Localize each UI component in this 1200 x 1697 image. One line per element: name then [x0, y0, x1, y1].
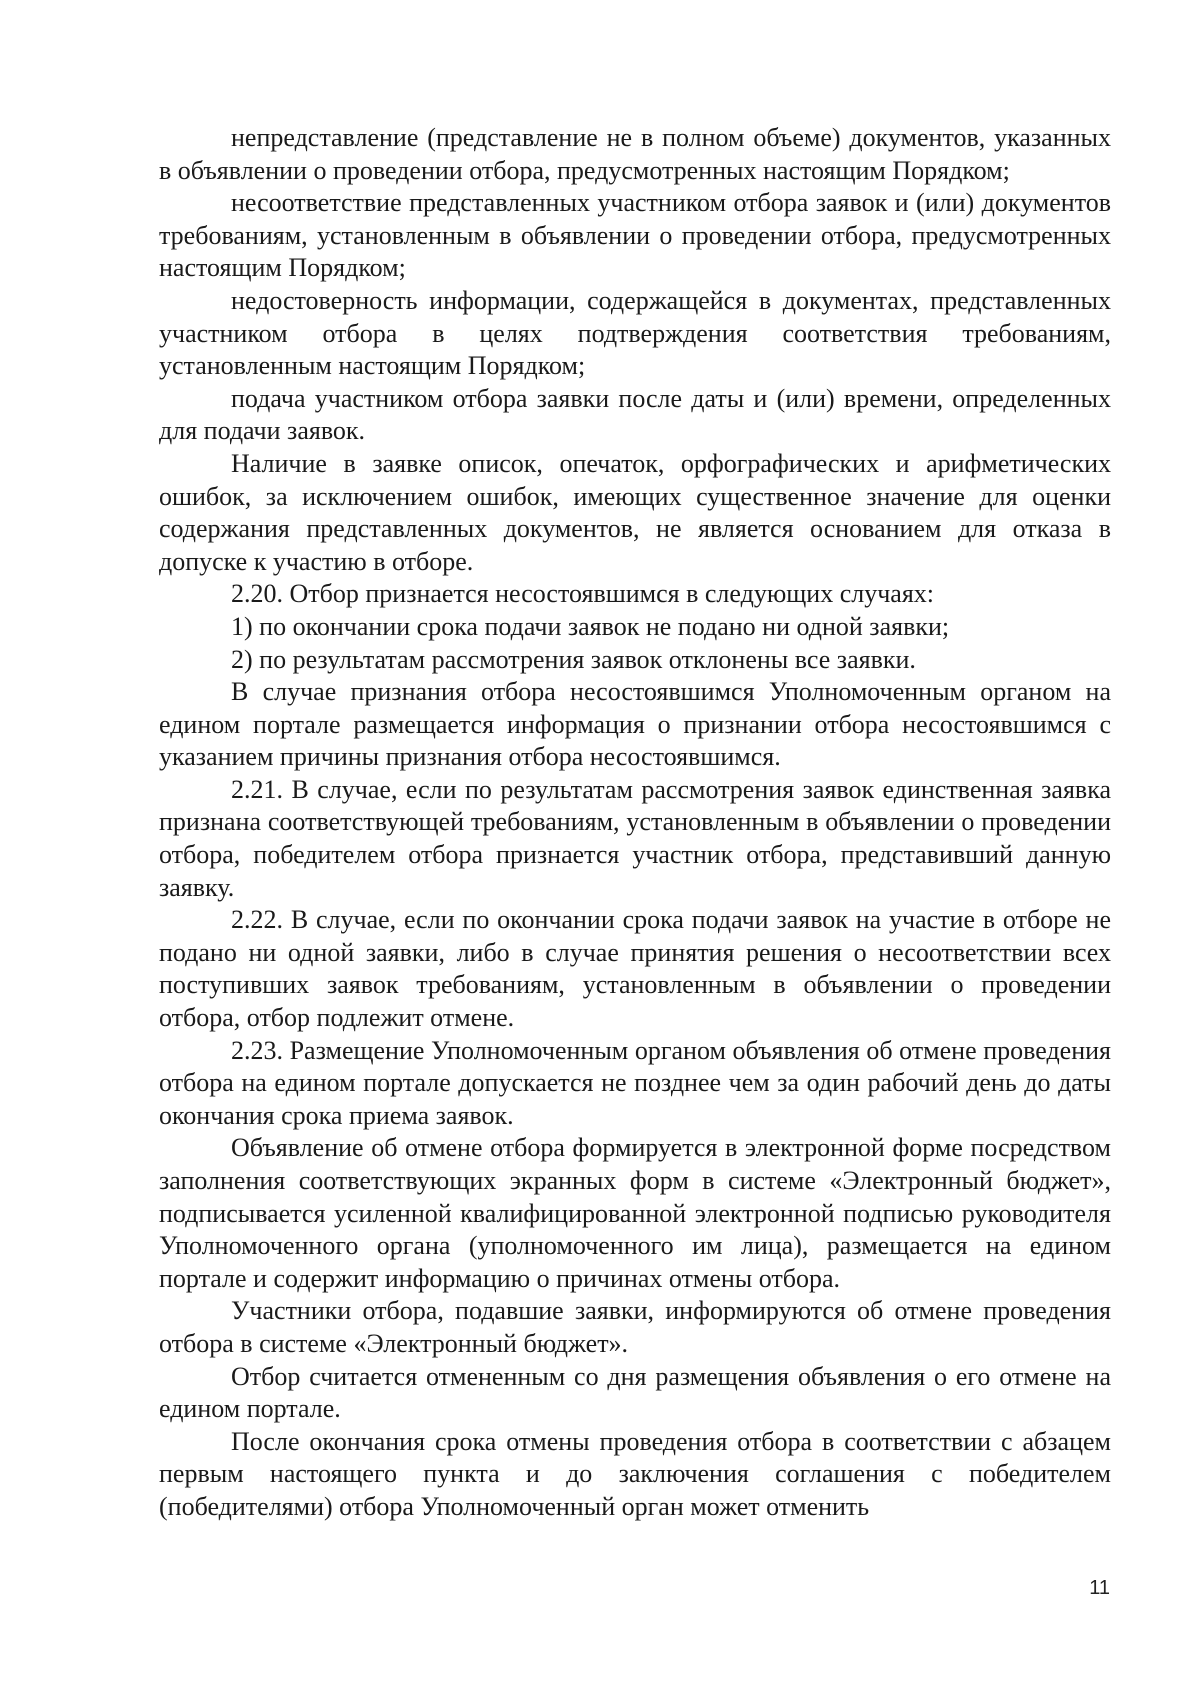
page-number: 11 [1089, 1577, 1110, 1599]
paragraph-typos: Наличие в заявке описок, опечаток, орфографических и арифметических ошибок, за исключением ошибок, имеющих существенное значение для оценки содержания представленных документов, не является основанием для отказа в допуске к участию в отборе. [159, 448, 1111, 576]
paragraph-unreliable-info: недостоверность информации, содержащейся в документах, представленных участником отбора в целях подтверждения соответствия требованиям, установленным настоящим Порядком; [159, 285, 1111, 381]
paragraph-2-20-item-2: 2) по результатам рассмотрения заявок отклонены все заявки. [231, 644, 916, 674]
paragraph-non-compliance: несоответствие представленных участником отбора заявок и (или) документов требованиям, установленным в объявлении о проведении отбора, предусмотренных настоящим Порядком; [159, 188, 1111, 283]
paragraph-cancelled-date: Отбор считается отмененным со дня размещения объявления о его отмене на едином портале. [159, 1361, 1111, 1424]
paragraph-2-22: 2.22. В случае, если по окончании срока подачи заявок на участие в отборе не подано ни одной заявки, либо в случае принятия решения о несоответствии всех поступивших заявок требованиям, установленным в объявлении о проведении отбора, отбор подлежит отмене. [159, 905, 1111, 1033]
paragraph-participants-informed: Участники отбора, подавшие заявки, информируются об отмене проведения отбора в системе «Электронный бюджет». [159, 1296, 1111, 1358]
paragraph-2-20-item-1: 1) по окончании срока подачи заявок не подано ни одной заявки; [231, 611, 950, 641]
paragraph-late-submission: подача участником отбора заявки после даты и (или) времени, определенных для подачи заявок. [159, 383, 1111, 446]
paragraph-non-submission: непредставление (представление не в полном объеме) документов, указанных в объявлении о проведении отбора, предусмотренных настоящим Порядком; [159, 123, 1111, 185]
paragraph-failed-selection: В случае признания отбора несостоявшимся Уполномоченным органом на едином портале размещается информация о признании отбора несостоявшимся с указанием причины признания отбора несостоявшимся. [159, 677, 1111, 772]
paragraph-cancellation-notice: Объявление об отмене отбора формируется в электронной форме посредством заполнения соответствующих экранных форм в системе «Электронный бюджет», подписывается усиленной квалифицированной электронной подписью руководителя Уполномоченного органа (уполномоченного им лица), размещается на едином портале и содержит информацию о причинах отмены отбора. [159, 1133, 1111, 1293]
paragraph-2-23: 2.23. Размещение Уполномоченным органом объявления об отмене проведения отбора на едином портале допускается не позднее чем за один рабочий день до даты окончания срока приема заявок. [159, 1035, 1111, 1130]
document-page [159, 122, 1111, 1524]
paragraph-after-cancellation: После окончания срока отмены проведения отбора в соответствии с абзацем первым настоящего пункта и до заключения соглашения с победителем (победителями) отбора Уполномоченный орган может отменить [159, 1426, 1111, 1521]
paragraph-2-20: 2.20. Отбор признается несостоявшимся в следующих случаях: [231, 579, 935, 609]
paragraph-2-21: 2.21. В случае, если по результатам рассмотрения заявок единственная заявка признана соответствующей требованиям, установленным в объявлении о проведении отбора, победителем отбора признается участник отбора, представивший данную заявку. [159, 774, 1111, 902]
